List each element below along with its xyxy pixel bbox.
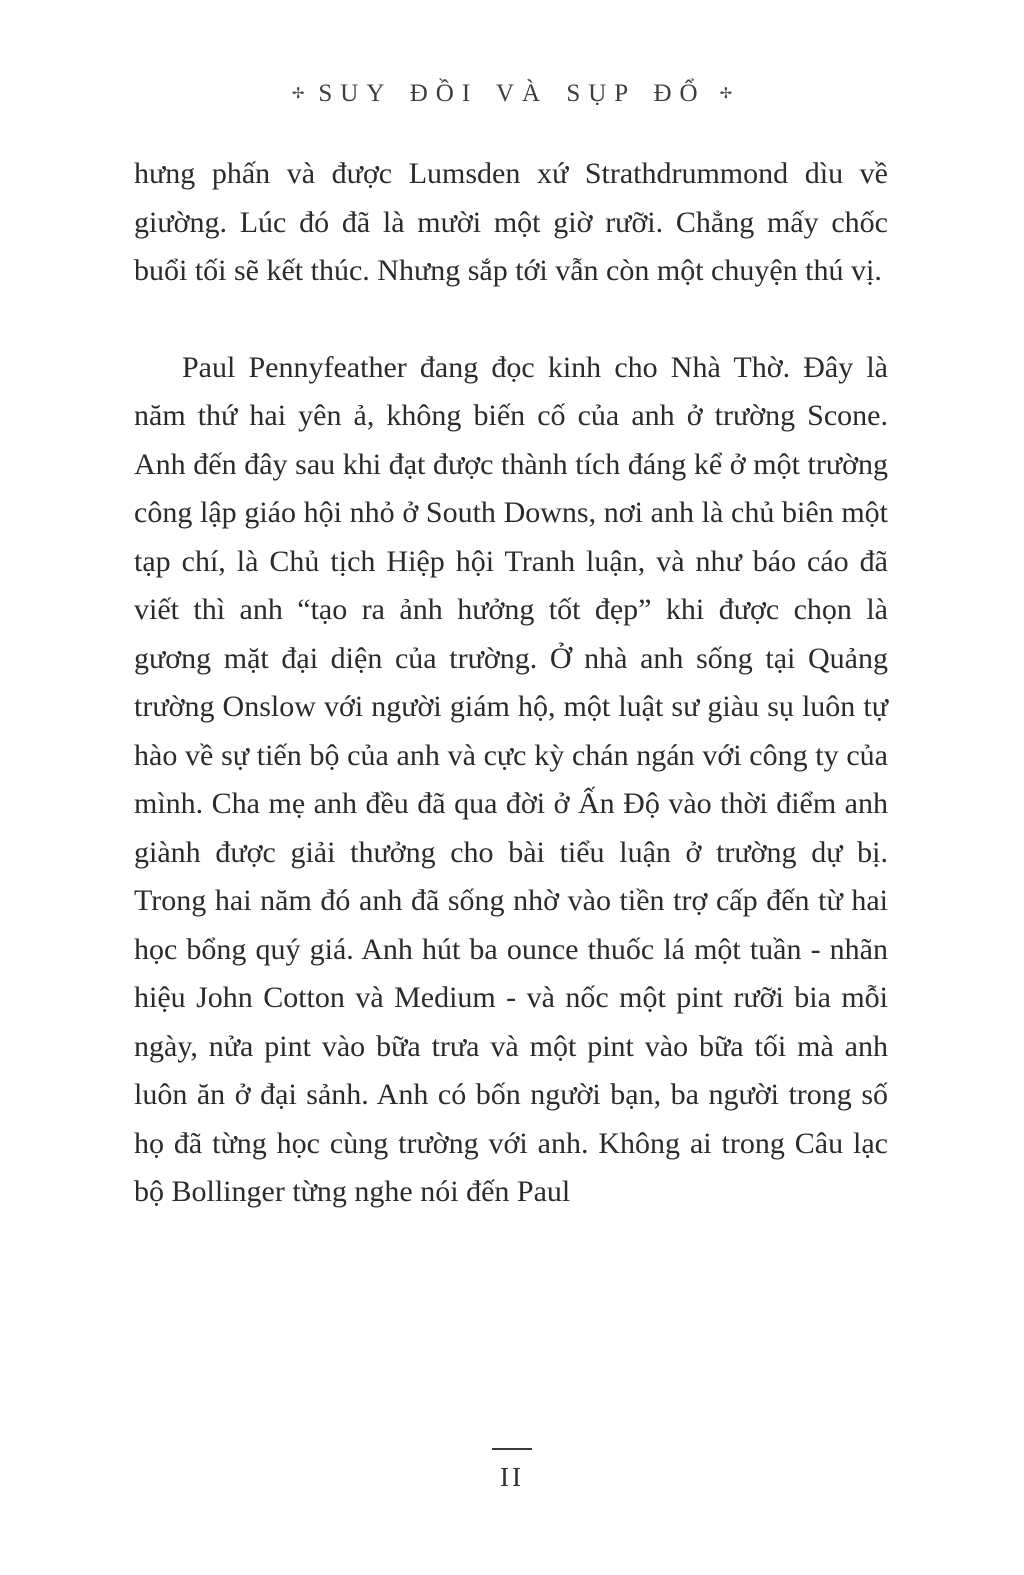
header-ornament-left-icon: ✢ [291, 84, 305, 102]
paragraph: Paul Pennyfeather đang đọc kinh cho Nhà Thờ. Đây là năm thứ hai yên ả, không biến cố của anh ở trường Scone. Anh đến đây sau khi đạt được thành tích đáng kể ở một trường công lập giáo hội nhỏ ở South Downs, nơi anh là chủ biên một tạp chí, là Chủ tịch Hiệp hội Tranh luận, và như báo cáo đã viết thì anh “tạo ra ảnh hưởng tốt đẹp” khi được chọn là gương mặt đại diện của trường. Ở nhà anh sống tại Quảng trường Onslow với người giám hộ, một luật sư giàu sụ luôn tự hào về sự tiến bộ của anh và cực kỳ chán ngán với công ty của mình. Cha mẹ anh đều đã qua đời ở Ấn Độ vào thời điểm anh giành được giải thưởng cho bài tiểu luận ở trường dự bị. Trong hai năm đó anh đã sống nhờ vào tiền trợ cấp đến từ hai học bổng quý giá. Anh hút ba ounce thuốc lá một tuần - nhãn hiệu John Cotton và Medium - và nốc một pint rưỡi bia mỗi ngày, nửa pint vào bữa trưa và một pint vào bữa tối mà anh luôn ăn ở đại sảnh. Anh có bốn người bạn, ba người trong số họ đã từng học cùng trường với anh. Không ai trong Câu lạc bộ Bollinger từng nghe nói đến Paul [134, 350, 888, 1208]
page-number: II [500, 1462, 524, 1492]
header-ornament-right-icon: ✢ [719, 84, 733, 102]
page-body [134, 150, 888, 1217]
paragraph-continuation: hưng phấn và được Lumsden xứ Strathdrummond dìu về giường. Lúc đó đã là mười một giờ rưỡi. Chẳng mấy chốc buổi tối sẽ kết thúc. Nhưng sắp tới vẫn còn một chuyện thú vị. [134, 157, 888, 287]
running-header-title: SUY ĐỒI VÀ SỤP ĐỔ [318, 80, 706, 107]
footer-rule [492, 1448, 532, 1450]
page-footer [0, 1448, 1024, 1493]
running-header [0, 80, 1024, 108]
